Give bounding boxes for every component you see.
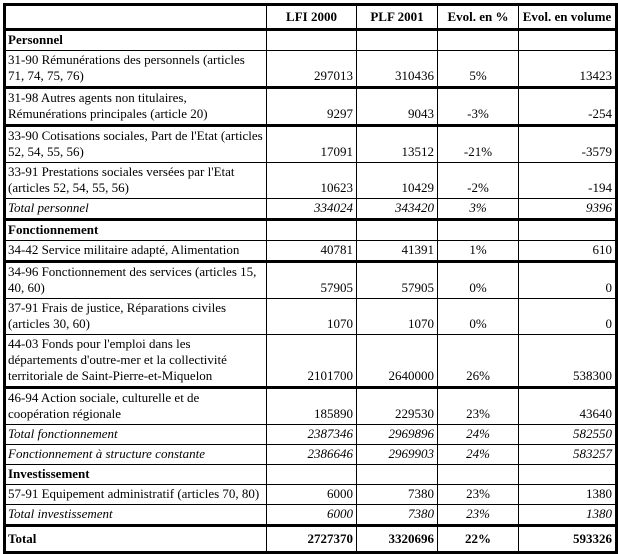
row-label: 31-90 Rémunérations des personnels (articles 71, 74, 75, 76)	[5, 51, 267, 88]
evol-volume-cell: -254	[519, 88, 617, 126]
plf-2001-cell: 41391	[357, 241, 438, 262]
table-row-33-90	[5, 126, 617, 163]
plf-2001-cell: 310436	[357, 51, 438, 88]
row-label: 31-98 Autres agents non titulaires, Rémunérations principales (article 20)	[5, 88, 267, 126]
evol-volume-cell: 583257	[519, 445, 617, 465]
plf-2001-cell: 9043	[357, 88, 438, 126]
column-header-evol-volume: Evol. en volume	[519, 5, 617, 30]
lfi-2000-cell: 2101700	[267, 335, 357, 388]
row-label: 57-91 Equipement administratif (articles 70, 80)	[5, 485, 267, 505]
plf-2001-cell: 57905	[357, 262, 438, 299]
table-row-31-98	[5, 88, 617, 126]
evol-volume-cell: 582550	[519, 425, 617, 445]
plf-2001-cell: 2640000	[357, 335, 438, 388]
plf-2001-cell: 2969903	[357, 445, 438, 465]
lfi-2000-cell: 2727370	[267, 526, 357, 553]
evol-pct-cell: 26%	[438, 335, 519, 388]
evol-pct-cell: -21%	[438, 126, 519, 163]
column-header-empty	[5, 5, 267, 30]
evol-pct-cell	[438, 220, 519, 241]
evol-volume-cell: 13423	[519, 51, 617, 88]
plf-2001-cell: 343420	[357, 199, 438, 220]
lfi-2000-cell: 6000	[267, 485, 357, 505]
table-row-33-91	[5, 163, 617, 199]
lfi-2000-cell: 40781	[267, 241, 357, 262]
evol-pct-cell: 23%	[438, 485, 519, 505]
table-row-31-90	[5, 51, 617, 88]
subtotal-row-structure-constante	[5, 445, 617, 465]
evol-volume-cell: 538300	[519, 335, 617, 388]
table-row-34-96	[5, 262, 617, 299]
plf-2001-cell	[357, 30, 438, 51]
evol-volume-cell: 1380	[519, 485, 617, 505]
plf-2001-cell: 7380	[357, 485, 438, 505]
lfi-2000-cell: 1070	[267, 299, 357, 335]
row-label: 46-94 Action sociale, culturelle et de coopération régionale	[5, 388, 267, 425]
plf-2001-cell: 1070	[357, 299, 438, 335]
lfi-2000-cell: 2386646	[267, 445, 357, 465]
grand-total-row	[5, 526, 617, 553]
row-label: Total investissement	[5, 505, 267, 526]
lfi-2000-cell: 185890	[267, 388, 357, 425]
plf-2001-cell: 3320696	[357, 526, 438, 553]
section-row-fonctionnement	[5, 220, 617, 241]
evol-pct-cell: 0%	[438, 262, 519, 299]
evol-pct-cell	[438, 30, 519, 51]
table-row-37-91	[5, 299, 617, 335]
evol-pct-cell: 5%	[438, 51, 519, 88]
lfi-2000-cell: 10623	[267, 163, 357, 199]
row-label: Total personnel	[5, 199, 267, 220]
table-row-34-42	[5, 241, 617, 262]
row-label: 44-03 Fonds pour l'emploi dans les départements d'outre-mer et la collectivité territoriale de Saint-Pierre-et-Miquelon	[5, 335, 267, 388]
row-label: Fonctionnement	[5, 220, 267, 241]
evol-pct-cell: 3%	[438, 199, 519, 220]
evol-volume-cell	[519, 30, 617, 51]
section-row-personnel	[5, 30, 617, 51]
table-row-44-03	[5, 335, 617, 388]
evol-volume-cell: -194	[519, 163, 617, 199]
plf-2001-cell: 2969896	[357, 425, 438, 445]
evol-pct-cell: 23%	[438, 388, 519, 425]
lfi-2000-cell: 17091	[267, 126, 357, 163]
lfi-2000-cell: 297013	[267, 51, 357, 88]
row-label: Total fonctionnement	[5, 425, 267, 445]
column-header-evol-pct: Evol. en %	[438, 5, 519, 30]
row-label: 37-91 Frais de justice, Réparations civiles (articles 30, 60)	[5, 299, 267, 335]
evol-pct-cell: -2%	[438, 163, 519, 199]
lfi-2000-cell: 2387346	[267, 425, 357, 445]
row-label: 34-42 Service militaire adapté, Alimentation	[5, 241, 267, 262]
evol-pct-cell: 24%	[438, 425, 519, 445]
evol-volume-cell	[519, 220, 617, 241]
row-label: Investissement	[5, 465, 267, 485]
evol-pct-cell: 22%	[438, 526, 519, 553]
lfi-2000-cell	[267, 220, 357, 241]
plf-2001-cell: 229530	[357, 388, 438, 425]
subtotal-row-fonctionnement	[5, 425, 617, 445]
row-label: 33-91 Prestations sociales versées par l'Etat (articles 52, 54, 55, 56)	[5, 163, 267, 199]
evol-volume-cell: 593326	[519, 526, 617, 553]
subtotal-row-personnel	[5, 199, 617, 220]
row-label: 34-96 Fonctionnement des services (articles 15, 40, 60)	[5, 262, 267, 299]
column-header-lfi-2000: LFI 2000	[267, 5, 357, 30]
evol-volume-cell: 43640	[519, 388, 617, 425]
lfi-2000-cell	[267, 30, 357, 51]
evol-pct-cell	[438, 465, 519, 485]
row-label: 33-90 Cotisations sociales, Part de l'Etat (articles 52, 54, 55, 56)	[5, 126, 267, 163]
evol-pct-cell: 23%	[438, 505, 519, 526]
evol-volume-cell: 0	[519, 262, 617, 299]
plf-2001-cell	[357, 220, 438, 241]
plf-2001-cell: 7380	[357, 505, 438, 526]
evol-pct-cell: 1%	[438, 241, 519, 262]
evol-pct-cell: 24%	[438, 445, 519, 465]
header-row	[5, 5, 617, 30]
evol-pct-cell: -3%	[438, 88, 519, 126]
evol-volume-cell: 0	[519, 299, 617, 335]
plf-2001-cell: 13512	[357, 126, 438, 163]
evol-volume-cell: 1380	[519, 505, 617, 526]
table-row-46-94	[5, 388, 617, 425]
section-row-investissement	[5, 465, 617, 485]
evol-volume-cell	[519, 465, 617, 485]
lfi-2000-cell: 9297	[267, 88, 357, 126]
column-header-plf-2001: PLF 2001	[357, 5, 438, 30]
row-label: Total	[5, 526, 267, 553]
plf-2001-cell	[357, 465, 438, 485]
evol-volume-cell: -3579	[519, 126, 617, 163]
lfi-2000-cell: 334024	[267, 199, 357, 220]
row-label: Personnel	[5, 30, 267, 51]
row-label: Fonctionnement à structure constante	[5, 445, 267, 465]
lfi-2000-cell: 6000	[267, 505, 357, 526]
evol-pct-cell: 0%	[438, 299, 519, 335]
lfi-2000-cell: 57905	[267, 262, 357, 299]
budget-table	[3, 3, 618, 554]
evol-volume-cell: 610	[519, 241, 617, 262]
lfi-2000-cell	[267, 465, 357, 485]
plf-2001-cell: 10429	[357, 163, 438, 199]
table-row-57-91	[5, 485, 617, 505]
evol-volume-cell: 9396	[519, 199, 617, 220]
